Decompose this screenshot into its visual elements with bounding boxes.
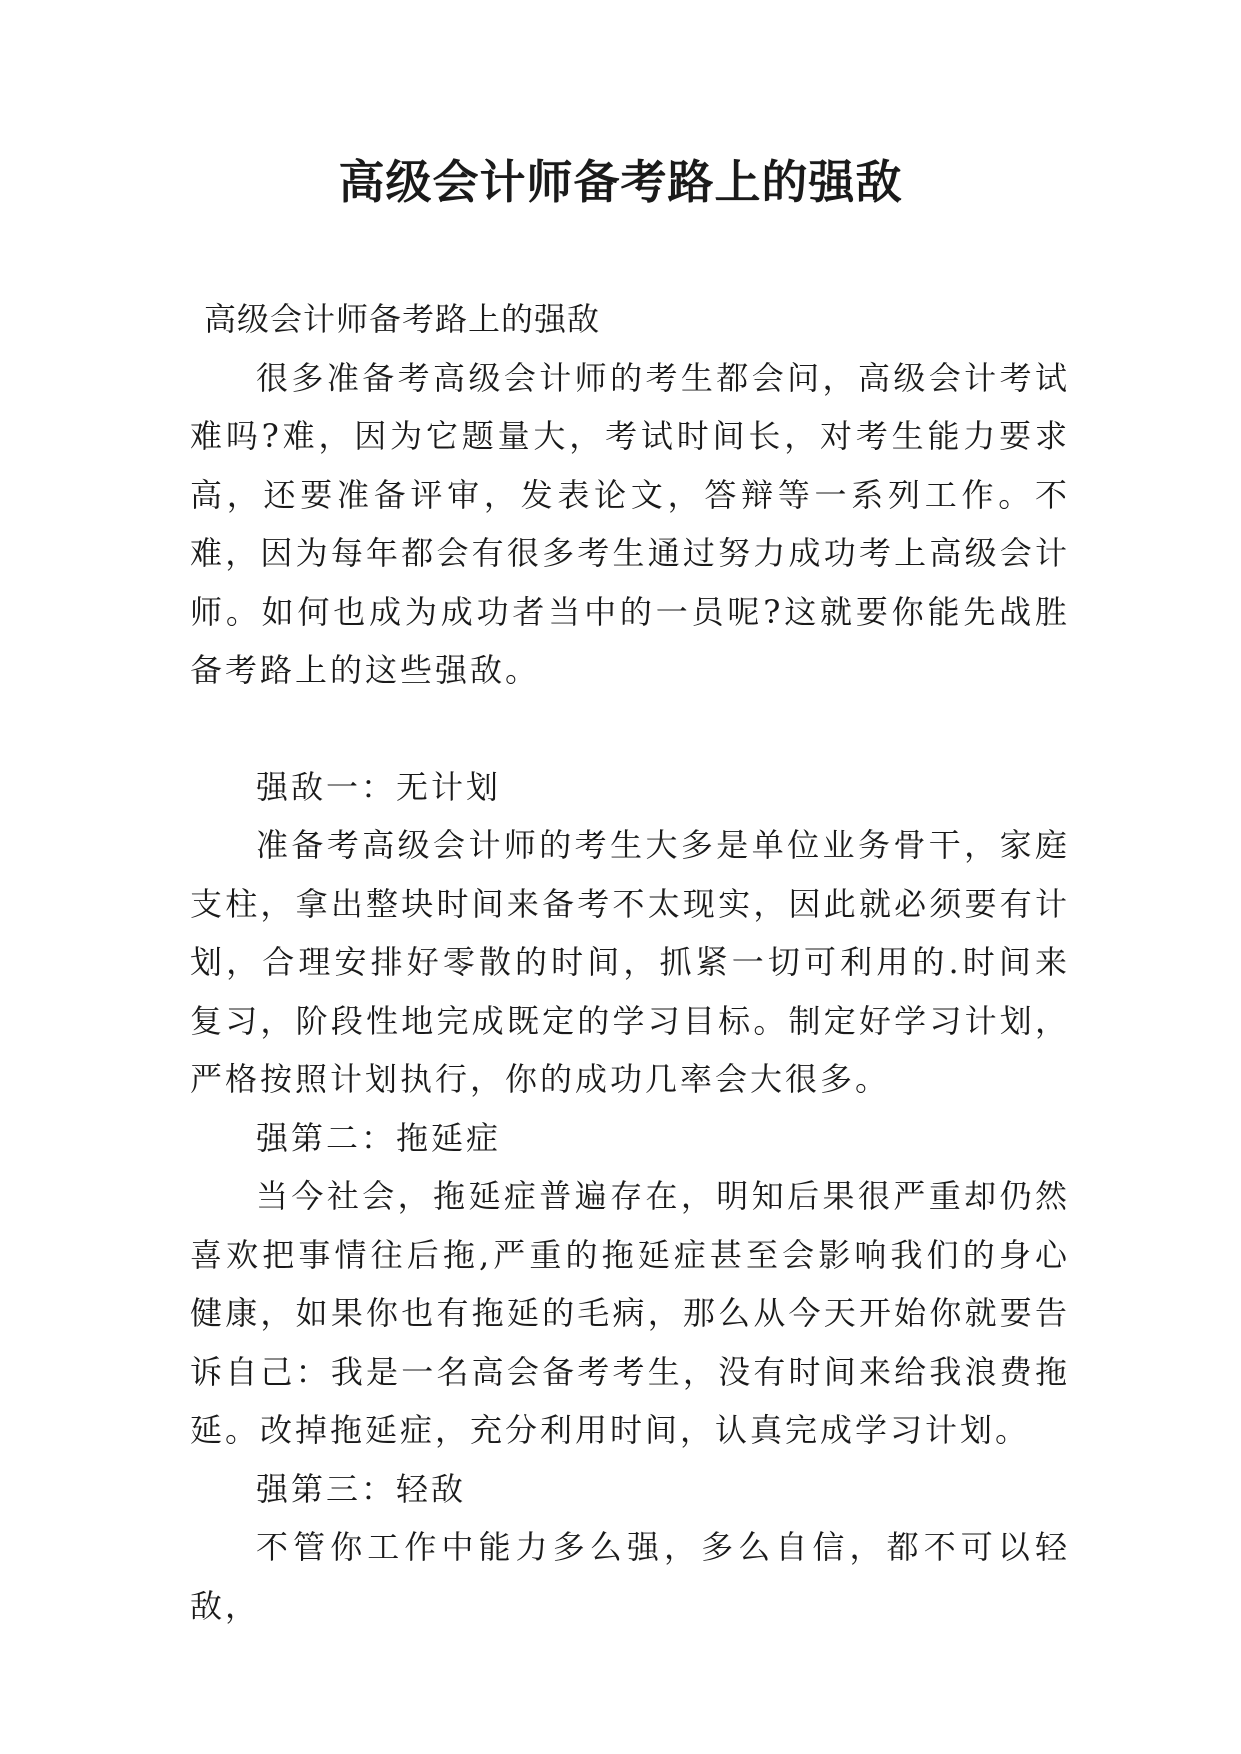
intro-paragraph: 很多准备考高级会计师的考生都会问，高级会计考试难吗?难，因为它题量大，考试时间长，对考生能力要求高，还要准备评审，发表论文，答辩等一系列工作。不难，因为每年都会有很多考生通过努力成功考上高级会计师。如何也成为成功者当中的一员呢?这就要你能先战胜备考路上的这些强敌。 — [190, 358, 1070, 689]
section-paragraph-2: 当今社会，拖延症普遍存在，明知后果很严重却仍然喜欢把事情往后拖,严重的拖延症甚至会影响我们的身心健康，如果你也有拖延的毛病，那么从今天开始你就要告诉自己：我是一名高会备考考生，没有时间来给我浪费拖延。改掉拖延症，充分利用时间，认真完成学习计划。 — [190, 1177, 1070, 1449]
section-heading-3: 强第三：轻敌 — [256, 1469, 467, 1508]
section-paragraph-3: 不管你工作中能力多么强，多么自信，都不可以轻敌， — [190, 1528, 1070, 1625]
section-heading-1: 强敌一：无计划 — [256, 767, 502, 806]
document-subtitle: 高级会计师备考路上的强敌 — [204, 300, 601, 338]
section-paragraph-1: 准备考高级会计师的考生大多是单位业务骨干，家庭支柱，拿出整块时间来备考不太现实，因此就必须要有计划，合理安排好零散的时间，抓紧一切可利用的.时间来复习，阶段性地完成既定的学习目标。制定好学习计划，严格按照计划执行，你的成功几率会大很多。 — [190, 826, 1070, 1098]
document-title: 高级会计师备考路上的强敌 — [338, 155, 903, 209]
paragraph-gap — [190, 700, 1070, 758]
document-body — [190, 290, 1070, 1635]
section-heading-2: 强第二：拖延症 — [256, 1118, 502, 1157]
